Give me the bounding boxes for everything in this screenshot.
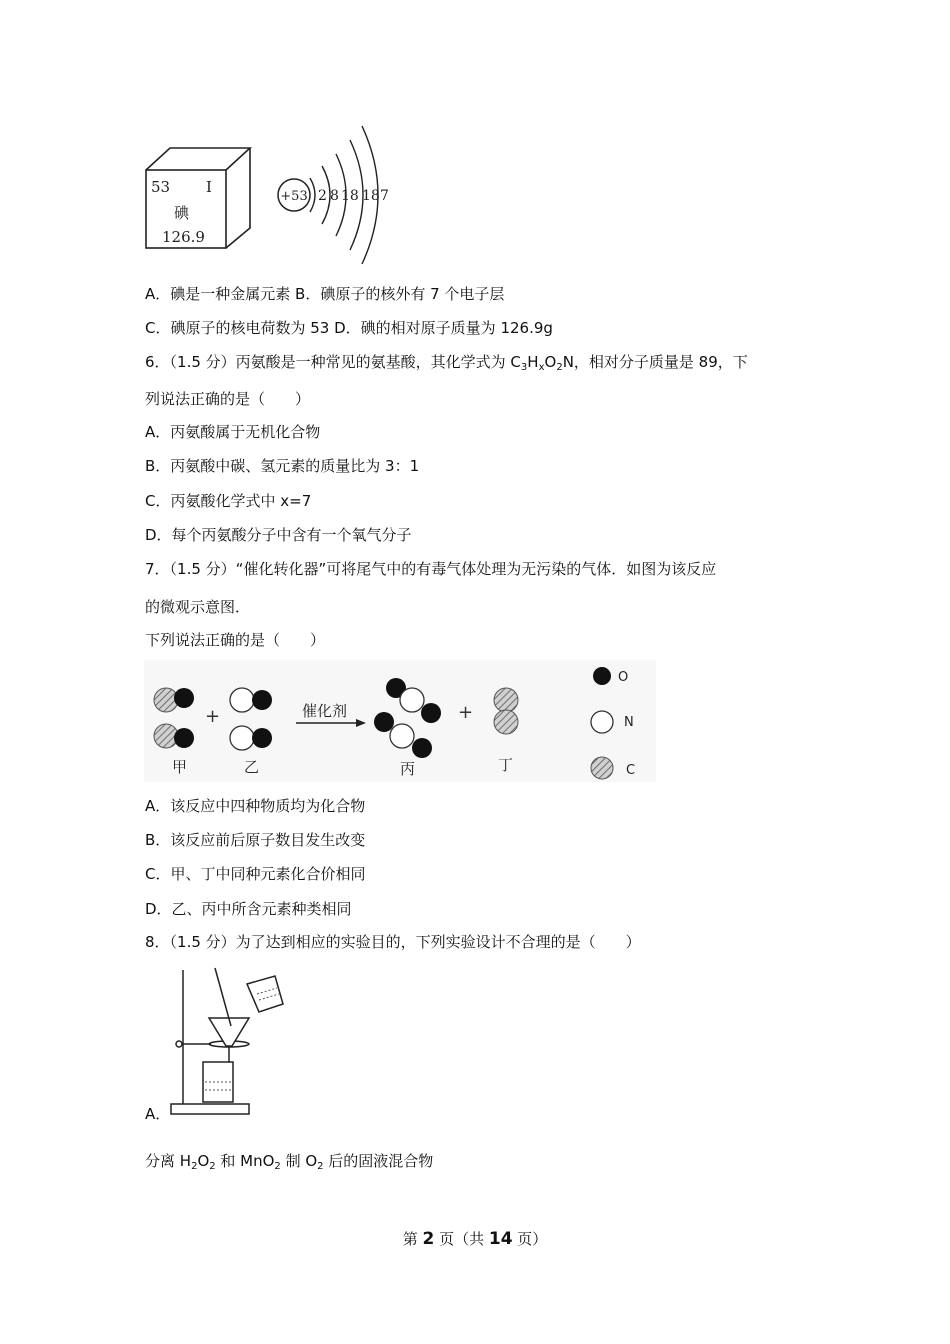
q6-option-d: D．每个丙氨酸分子中含有一个氧气分子	[145, 526, 412, 544]
caption-part-5: 后的固液混合物	[323, 1152, 434, 1170]
caption-part-2: O	[197, 1152, 210, 1170]
formula-sub-o: 2	[556, 362, 563, 373]
formula-sub-h: x	[538, 362, 545, 373]
plus-sign-2: +	[458, 702, 474, 723]
q5-options-row-1	[145, 284, 504, 304]
q8-option-a-caption	[145, 1151, 433, 1171]
catalyst-label: 催化剂	[302, 702, 348, 720]
shell-electrons-2: 8	[330, 188, 339, 204]
plus-sign-1: +	[205, 706, 221, 727]
label-yi: 乙	[244, 758, 260, 776]
legend-label-c: C	[626, 763, 636, 778]
caption-part-1: 分离 H	[145, 1152, 192, 1170]
legend-label-o: O	[618, 670, 629, 685]
footer-suffix: 页）	[512, 1230, 548, 1248]
q6-option-c: C．丙氨酸化学式中 x=7	[145, 492, 312, 510]
q6-option-b: B．丙氨酸中碳、氢元素的质量比为 3：1	[145, 457, 420, 475]
shell-electrons-1: 2	[318, 188, 327, 204]
element-name: 碘	[174, 204, 190, 222]
label-bing: 丙	[400, 760, 416, 778]
q5-option-a: A．碘是一种金属元素	[145, 285, 291, 303]
formula-h: H	[527, 353, 539, 371]
caption-part-4: 制 O	[280, 1152, 318, 1170]
q7-option-b: B．该反应前后原子数目发生改变	[145, 831, 366, 849]
stand-base	[171, 1104, 249, 1114]
page-footer	[0, 1228, 950, 1249]
caption-sub-1: 2	[191, 1161, 198, 1172]
q5-option-b: B．碘原子的核外有 7 个电子层	[295, 285, 505, 303]
q6-stem-line-1	[145, 352, 748, 372]
caption-sub-3: 2	[274, 1161, 281, 1172]
pouring-beaker	[247, 976, 283, 1012]
q6-stem-line-2: 列说法正确的是（ ）	[145, 390, 311, 408]
shell-electrons-4: 18	[362, 188, 380, 204]
q6-stem-suffix: N，相对分子质量是 89，下	[562, 353, 748, 371]
footer-prefix: 第	[402, 1230, 423, 1248]
label-jia: 甲	[172, 758, 188, 776]
atomic-mass: 126.9	[162, 228, 205, 246]
footer-total-pages: 14	[488, 1229, 513, 1249]
footer-page-number: 2	[422, 1229, 435, 1249]
shell-electrons-3: 18	[341, 188, 359, 204]
q8-option-a-label: A．	[145, 1105, 171, 1123]
legend-label-n: N	[624, 715, 634, 730]
formula-o: O	[544, 353, 557, 371]
shell-electrons-5: 7	[380, 188, 389, 204]
q5-option-d: D．碘的相对原子质量为 126.9g	[334, 319, 553, 337]
filtration-apparatus-figure	[165, 964, 285, 1120]
q7-option-a: A．该反应中四种物质均为化合物	[145, 797, 366, 815]
q6-option-a: A．丙氨酸属于无机化合物	[145, 423, 321, 441]
caption-sub-4: 2	[317, 1161, 324, 1172]
q6-stem-prefix: 6．（1.5 分）丙氨酸是一种常见的氨基酸，其化学式为 C	[145, 353, 521, 371]
caption-sub-2: 2	[209, 1161, 216, 1172]
caption-part-3: 和 MnO	[215, 1152, 275, 1170]
q7-stem-line-3: 下列说法正确的是（ ）	[145, 631, 326, 649]
q7-option-c: C．甲、丁中同种元素化合价相同	[145, 865, 366, 883]
element-symbol: I	[206, 178, 212, 196]
nucleus-charge: +53	[280, 189, 308, 204]
reaction-micro-diagram	[144, 660, 656, 782]
q8-stem: 8．（1.5 分）为了达到相应的实验目的，下列实验设计不合理的是（ ）	[145, 933, 641, 951]
atomic-number: 53	[151, 178, 171, 196]
formula-sub-c: 3	[520, 362, 528, 373]
footer-middle: 页（共	[434, 1230, 489, 1248]
q7-option-d: D．乙、丙中所含元素种类相同	[145, 900, 352, 918]
q5-option-c: C．碘原子的核电荷数为 53	[145, 319, 330, 337]
label-ding: 丁	[498, 756, 514, 774]
q7-stem-line-2: 的微观示意图．	[145, 598, 251, 616]
iodine-element-figure	[140, 118, 400, 268]
q7-stem-line-1: 7．（1.5 分）“催化转化器”可将尾气中的有毒气体处理为无污染的气体．如图为该反应	[145, 560, 717, 578]
q5-options-row-2	[145, 318, 553, 338]
